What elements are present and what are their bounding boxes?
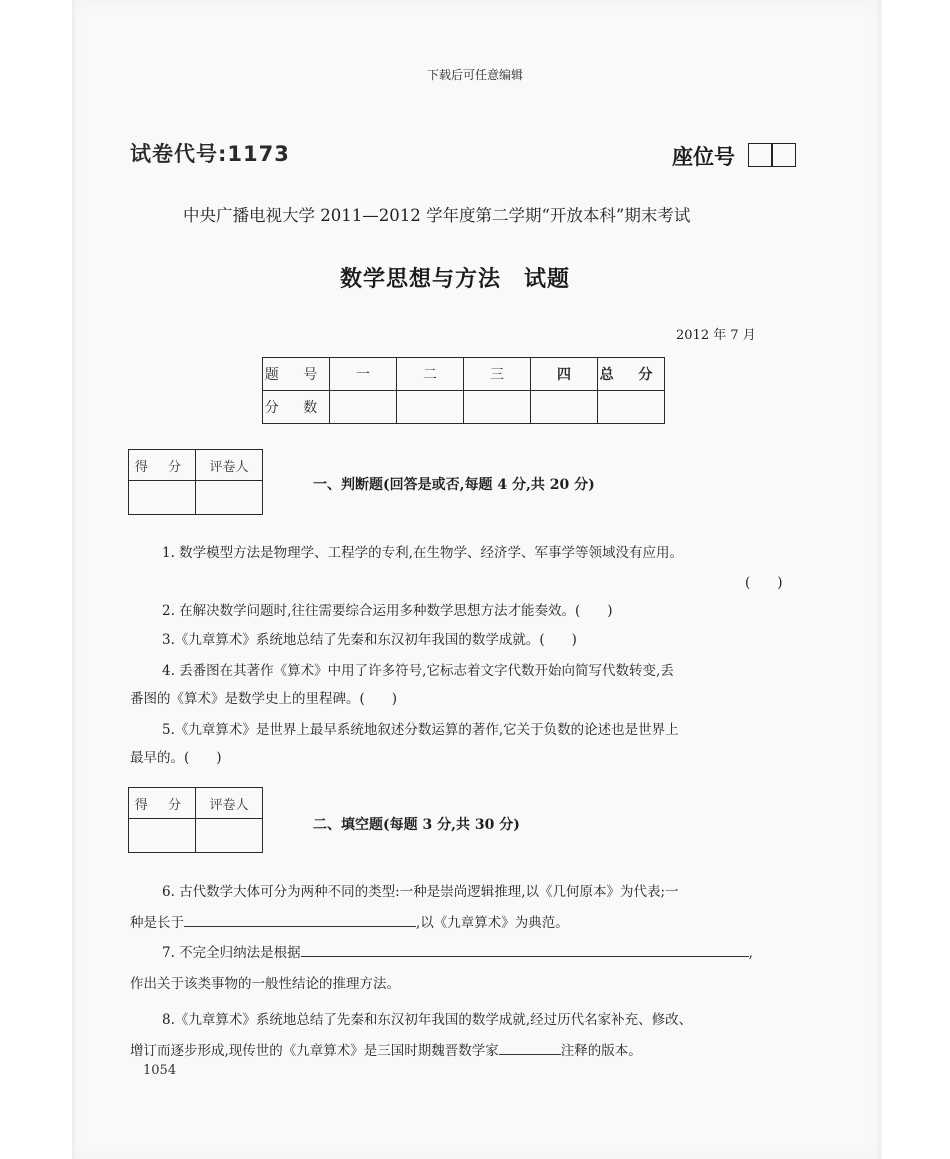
header-note: 下载后可任意编辑	[426, 68, 523, 82]
score-table-cell: 三	[464, 358, 531, 391]
grader-name-label: 评卷人	[196, 788, 263, 819]
score-table-cell: 题 号	[263, 358, 330, 391]
question-5-line2: 最早的。( )	[130, 750, 222, 766]
section2-heading: 二、填空题(每题 3 分,共 30 分)	[313, 817, 520, 833]
scan-left-edge	[72, 0, 76, 1159]
question-3: 3.《九章算术》系统地总结了先秦和东汉初年我国的数学成就。( )	[162, 632, 577, 648]
score-table	[262, 357, 665, 424]
question-8-text-b: 注释的版本。	[560, 1043, 642, 1059]
grader-name-cell	[196, 481, 263, 515]
score-table-cell: 四	[531, 358, 598, 391]
exam-date: 2012 年 7 月	[676, 328, 756, 343]
score-table-cell: 二	[397, 358, 464, 391]
question-7-text-a: 7. 不完全归纳法是根据	[162, 945, 301, 961]
section1-heading: 一、判断题(回答是或否,每题 4 分,共 20 分)	[313, 477, 595, 493]
grader-score-cell	[129, 481, 196, 515]
score-table-cell	[464, 391, 531, 424]
grader-score-label: 得 分	[129, 788, 196, 819]
seat-number-box	[748, 143, 796, 167]
seat-number-label: 座位号	[672, 145, 735, 169]
score-table-cell	[598, 391, 665, 424]
question-4-line2: 番图的《算术》是数学史上的里程碑。( )	[130, 691, 398, 707]
grader-score-cell	[129, 819, 196, 853]
score-table-cell: 分 数	[263, 391, 330, 424]
question-2: 2. 在解决数学问题时,往往需要综合运用多种数学思想方法才能奏效。( )	[162, 603, 613, 619]
grader-score-label: 得 分	[129, 450, 196, 481]
grader-name-label: 评卷人	[196, 450, 263, 481]
score-table-header-row	[263, 358, 665, 391]
exam-code: 试卷代号:1173	[130, 142, 290, 166]
score-table-score-row	[263, 391, 665, 424]
exam-title: 数学思想与方法 试题	[340, 267, 571, 292]
score-table-cell: 一	[330, 358, 397, 391]
question-4-line1: 4. 丢番图在其著作《算术》中用了许多符号,它标志着文字代数开始向简写代数转变,丢	[162, 663, 674, 679]
question-8-text-a: 增订而逐步形成,现传世的《九章算术》是三国时期魏晋数学家	[130, 1043, 499, 1059]
answer-blank-q8[interactable]	[499, 1040, 561, 1055]
question-6-line1: 6. 古代数学大体可分为两种不同的类型:一种是崇尚逻辑推理,以《几何原本》为代表;一	[162, 884, 679, 900]
question-1: 1. 数学模型方法是物理学、工程学的专利,在生物学、经济学、军事学等领域没有应用。	[162, 545, 683, 561]
question-1-answer-bracket: ( )	[745, 575, 783, 591]
question-6-line2	[130, 911, 569, 931]
answer-blank-q7[interactable]	[301, 942, 749, 957]
question-5-line1: 5.《九章算术》是世界上最早系统地叙述分数运算的著作,它关于负数的论述也是世界上	[162, 722, 679, 738]
question-8-line1: 8.《九章算术》系统地总结了先秦和东汉初年我国的数学成就,经过历代名家补充、修改、	[162, 1012, 693, 1028]
scan-right-edge	[878, 0, 882, 1159]
score-table-cell: 总 分	[598, 358, 665, 391]
question-6-text-a: 种是长于	[130, 915, 184, 931]
question-6-text-b: ,以《九章算术》为典范。	[416, 915, 569, 931]
page-number: 1054	[143, 1063, 177, 1078]
question-7-line2: 作出关于该类事物的一般性结论的推理方法。	[130, 976, 400, 992]
grader-box-section2	[128, 787, 263, 853]
question-8-line2	[130, 1039, 642, 1059]
score-table-cell	[397, 391, 464, 424]
grader-box-section1	[128, 449, 263, 515]
question-7-line1	[162, 941, 753, 961]
grader-name-cell	[196, 819, 263, 853]
score-table-cell	[330, 391, 397, 424]
question-7-text-b: ,	[748, 945, 753, 961]
university-exam-line: 中央广播电视大学 2011—2012 学年度第二学期“开放本科”期末考试	[183, 206, 691, 225]
score-table-cell	[531, 391, 598, 424]
answer-blank-q6[interactable]	[184, 912, 416, 927]
